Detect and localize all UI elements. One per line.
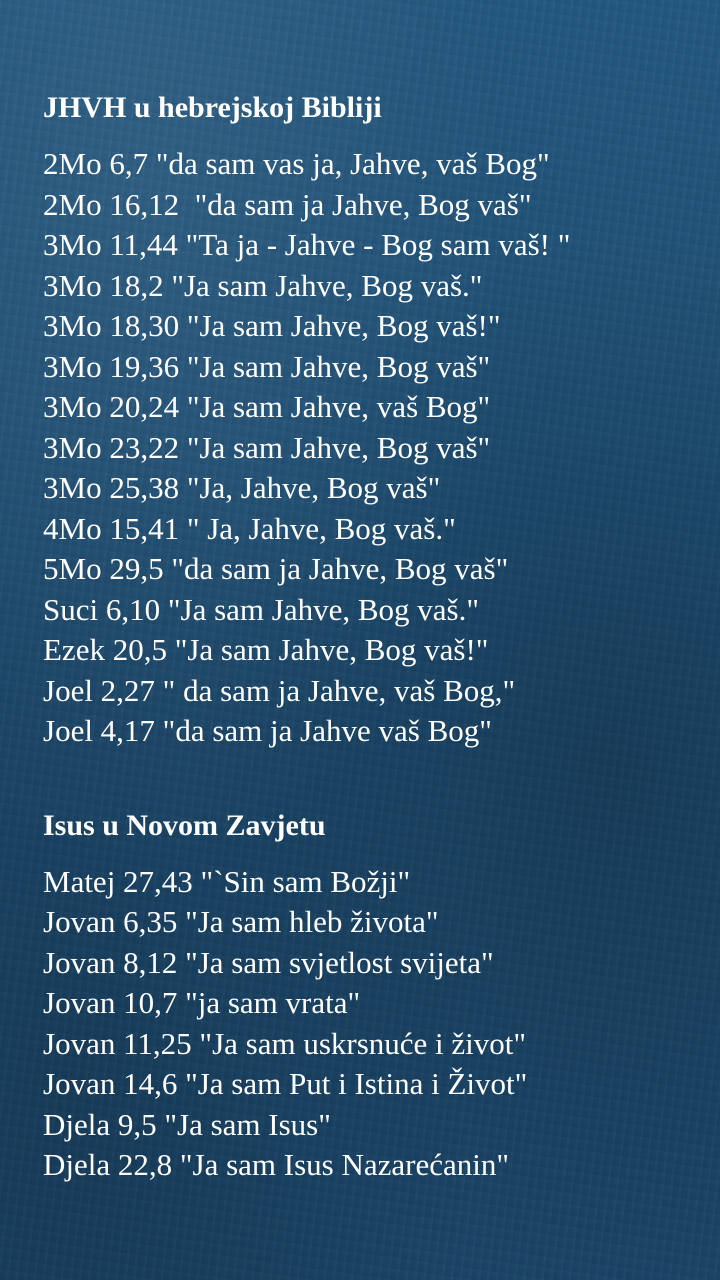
- verse-line: 3Mo 19,36 "Ja sam Jahve, Bog vaš": [43, 348, 491, 384]
- verse-line: 3Mo 18,30 "Ja sam Jahve, Bog vaš!": [43, 308, 501, 343]
- verse-line: Djela 22,8 "Ja sam Isus Nazarećanin": [43, 1147, 510, 1182]
- verse-line: Matej 27,43 "`Sin sam Božji": [43, 863, 411, 899]
- verse-list: [43, 144, 703, 752]
- verse-line: Jovan 10,7 "ja sam vrata": [43, 985, 361, 1020]
- verse-line: Joel 4,17 "da sam ja Jahve vaš Bog": [43, 713, 492, 748]
- verse-line: 2Mo 16,12 "da sam ja Jahve, Bog vaš": [43, 186, 532, 222]
- verse-line: Djela 9,5 "Ja sam Isus": [43, 1106, 331, 1142]
- verse-line: 3Mo 20,24 "Ja sam Jahve, vaš Bog": [43, 389, 491, 424]
- verse-line: 2Mo 6,7 "da sam vas ja, Jahve, vaš Bog": [43, 146, 550, 181]
- verse-line: Jovan 11,25 "Ja sam uskrsnuće i život": [43, 1025, 527, 1061]
- verse-line: Joel 2,27 " da sam ja Jahve, vaš Bog,": [43, 672, 516, 708]
- verse-line: Ezek 20,5 "Ja sam Jahve, Bog vaš!": [43, 632, 489, 667]
- verse-line: Jovan 14,6 "Ja sam Put i Istina i Život": [43, 1066, 528, 1101]
- verse-line: 4Mo 15,41 " Ja, Jahve, Bog vaš.": [43, 510, 456, 546]
- section-divider-space: [43, 752, 703, 806]
- section-old-testament: [43, 88, 703, 752]
- verse-line: 3Mo 18,2 "Ja sam Jahve, Bog vaš.": [43, 267, 483, 303]
- verse-sheet: [43, 88, 703, 1186]
- verse-list: [43, 862, 703, 1186]
- verse-line: 5Mo 29,5 "da sam ja Jahve, Bog vaš": [43, 551, 509, 586]
- verse-line: Jovan 8,12 "Ja sam svjetlost svijeta": [43, 944, 494, 980]
- verse-line: 3Mo 23,22 "Ja sam Jahve, Bog vaš": [43, 429, 491, 465]
- section-new-testament: [43, 806, 703, 1186]
- section-title: Isus u Novom Zavjetu: [43, 808, 326, 842]
- verse-line: Suci 6,10 "Ja sam Jahve, Bog vaš.": [43, 591, 480, 627]
- verse-line: Jovan 6,35 "Ja sam hleb života": [43, 904, 439, 939]
- verse-line: 3Mo 11,44 "Ta ja - Jahve - Bog sam vaš! ": [43, 227, 571, 262]
- section-title: JHVH u hebrejskoj Bibliji: [43, 91, 382, 124]
- verse-line: 3Mo 25,38 "Ja, Jahve, Bog vaš": [43, 470, 441, 505]
